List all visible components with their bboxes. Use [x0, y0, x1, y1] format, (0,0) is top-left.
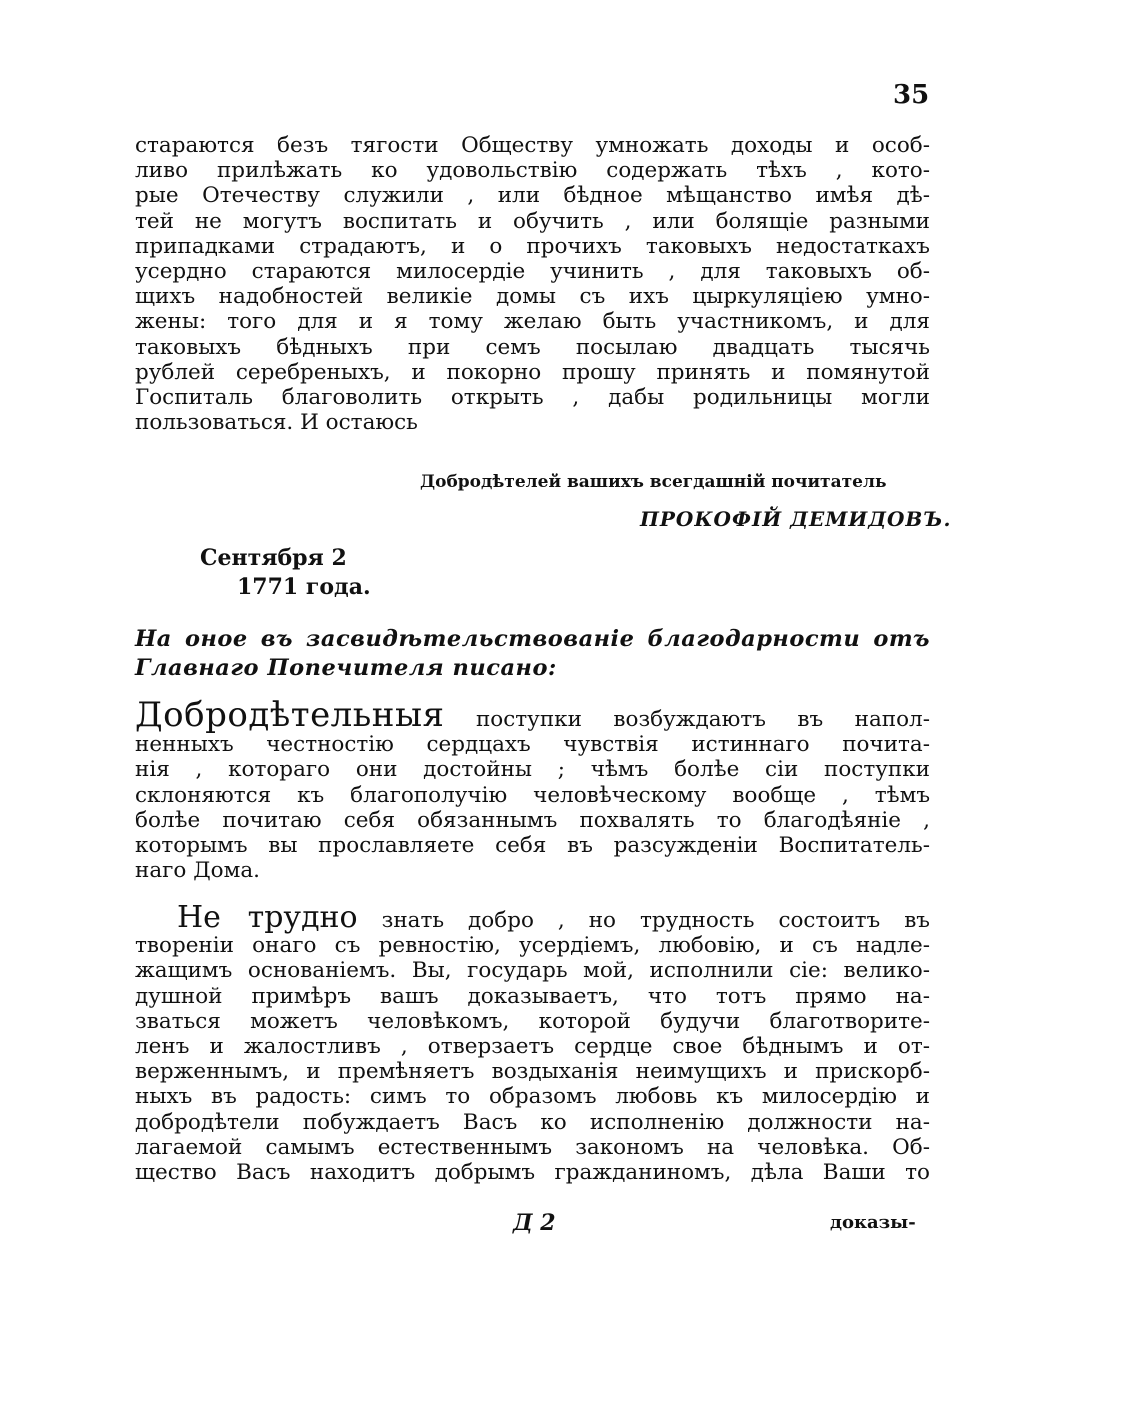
text-fragment: поступки возбуждаютъ въ напол-	[475, 707, 930, 732]
text-line: душной примѣръ вашъ доказываетъ, что тотъ прямо на-	[135, 983, 930, 1009]
text-line: лагаемой самымъ естественнымъ закономъ на человѣка. Об-	[135, 1134, 930, 1160]
text-line: тей не могутъ воспитать и обучить , или болящіе разными	[135, 208, 930, 234]
text-line: усердно стараются милосердіе учинить , для таковыхъ об-	[135, 259, 930, 285]
text-line: припадками страдаютъ, и о прочихъ таковыхъ недостаткахъ	[135, 233, 930, 259]
lead-word: Добродѣтельныя	[135, 695, 445, 735]
paragraph-reply-1	[135, 695, 930, 884]
text-line	[135, 900, 930, 935]
text-line: ливо прилѣжать ко удовольствію содержать тѣхъ , кото-	[135, 158, 930, 184]
text-line: таковыхъ бѣдныхъ при семъ посылаю двадцать тысячь	[135, 334, 930, 360]
text-line: ныхъ въ радость: симъ то образомъ любовь къ милосердію и	[135, 1084, 930, 1110]
text-line: добродѣтели побуждаетъ Васъ ко исполненію должности на-	[135, 1109, 930, 1135]
text-line: рублей серебреныхъ, и покорно прошу принять и помянутой	[135, 359, 930, 385]
heading-line: Главнаго Попечителя писано:	[135, 655, 557, 681]
catchword: доказы-	[830, 1212, 916, 1233]
text-line: наго Дома.	[135, 858, 260, 884]
signature-name: ПРОКОФІЙ ДЕМИДОВЪ.	[640, 507, 952, 531]
text-fragment: знать добро , но трудность состоитъ въ	[381, 908, 930, 933]
paragraph-letter-body	[135, 133, 930, 435]
text-line: верженнымъ, и премѣняетъ воздыханія неимущихъ и прискорб-	[135, 1059, 930, 1085]
text-line: которымъ вы прославляете себя въ разсужденіи Воспитатель-	[135, 833, 930, 859]
paragraph-reply-2	[135, 900, 930, 1186]
text-line: пользоваться. И остаюсь	[135, 410, 418, 436]
text-line: болѣе почитаю себя обязаннымъ похвалять то благодѣяніе ,	[135, 807, 930, 833]
text-line: нія , котораго они достойны ; чѣмъ болѣе сіи поступки	[135, 757, 930, 783]
section-heading	[135, 625, 930, 683]
text-line: стараются безъ тягости Обществу умножать доходы и особ-	[135, 133, 930, 158]
text-line: жены: того для и я тому желаю быть участникомъ, и для	[135, 309, 930, 335]
text-line: щихъ надобностей великіе домы съ ихъ цыркуляціею умно-	[135, 284, 930, 310]
gathering-signature: Д 2	[513, 1210, 556, 1236]
date-year: 1771 года.	[237, 574, 371, 600]
text-line: щество Васъ находитъ добрымъ гражданиномъ, дѣла Ваши то	[135, 1160, 930, 1186]
page-number: 35	[893, 80, 930, 110]
lead-word: Не трудно	[177, 900, 358, 935]
text-line: склоняются къ благополучію человѣческому вообще , тѣмъ	[135, 782, 930, 808]
text-line: жащимъ основаніемъ. Вы, государь мой, исполнили сіе: велико-	[135, 958, 930, 984]
text-line: зваться можетъ человѣкомъ, которой будучи благотворите-	[135, 1008, 930, 1034]
text-line	[135, 695, 930, 735]
text-line: ленъ и жалостливъ , отверзаетъ сердце свое бѣднымъ и от-	[135, 1034, 930, 1060]
heading-line: На оное въ засвидѣтельствованіе благодарности отъ	[135, 626, 930, 652]
text-line: Госпиталь благоволить открыть , дабы родильницы могли	[135, 385, 930, 411]
date-month: Сентября 2	[200, 545, 347, 571]
text-line: рые Отечеству служили , или бѣдное мѣщанство имѣя дѣ-	[135, 183, 930, 209]
signature-intro: Добродѣтелей вашихъ всегдашній почитатель	[420, 472, 887, 492]
text-line: ненныхъ честностію сердцахъ чувствія истиннаго почита-	[135, 732, 930, 758]
text-line: твореніи онаго съ ревностію, усердіемъ, любовію, и съ надле-	[135, 933, 930, 959]
